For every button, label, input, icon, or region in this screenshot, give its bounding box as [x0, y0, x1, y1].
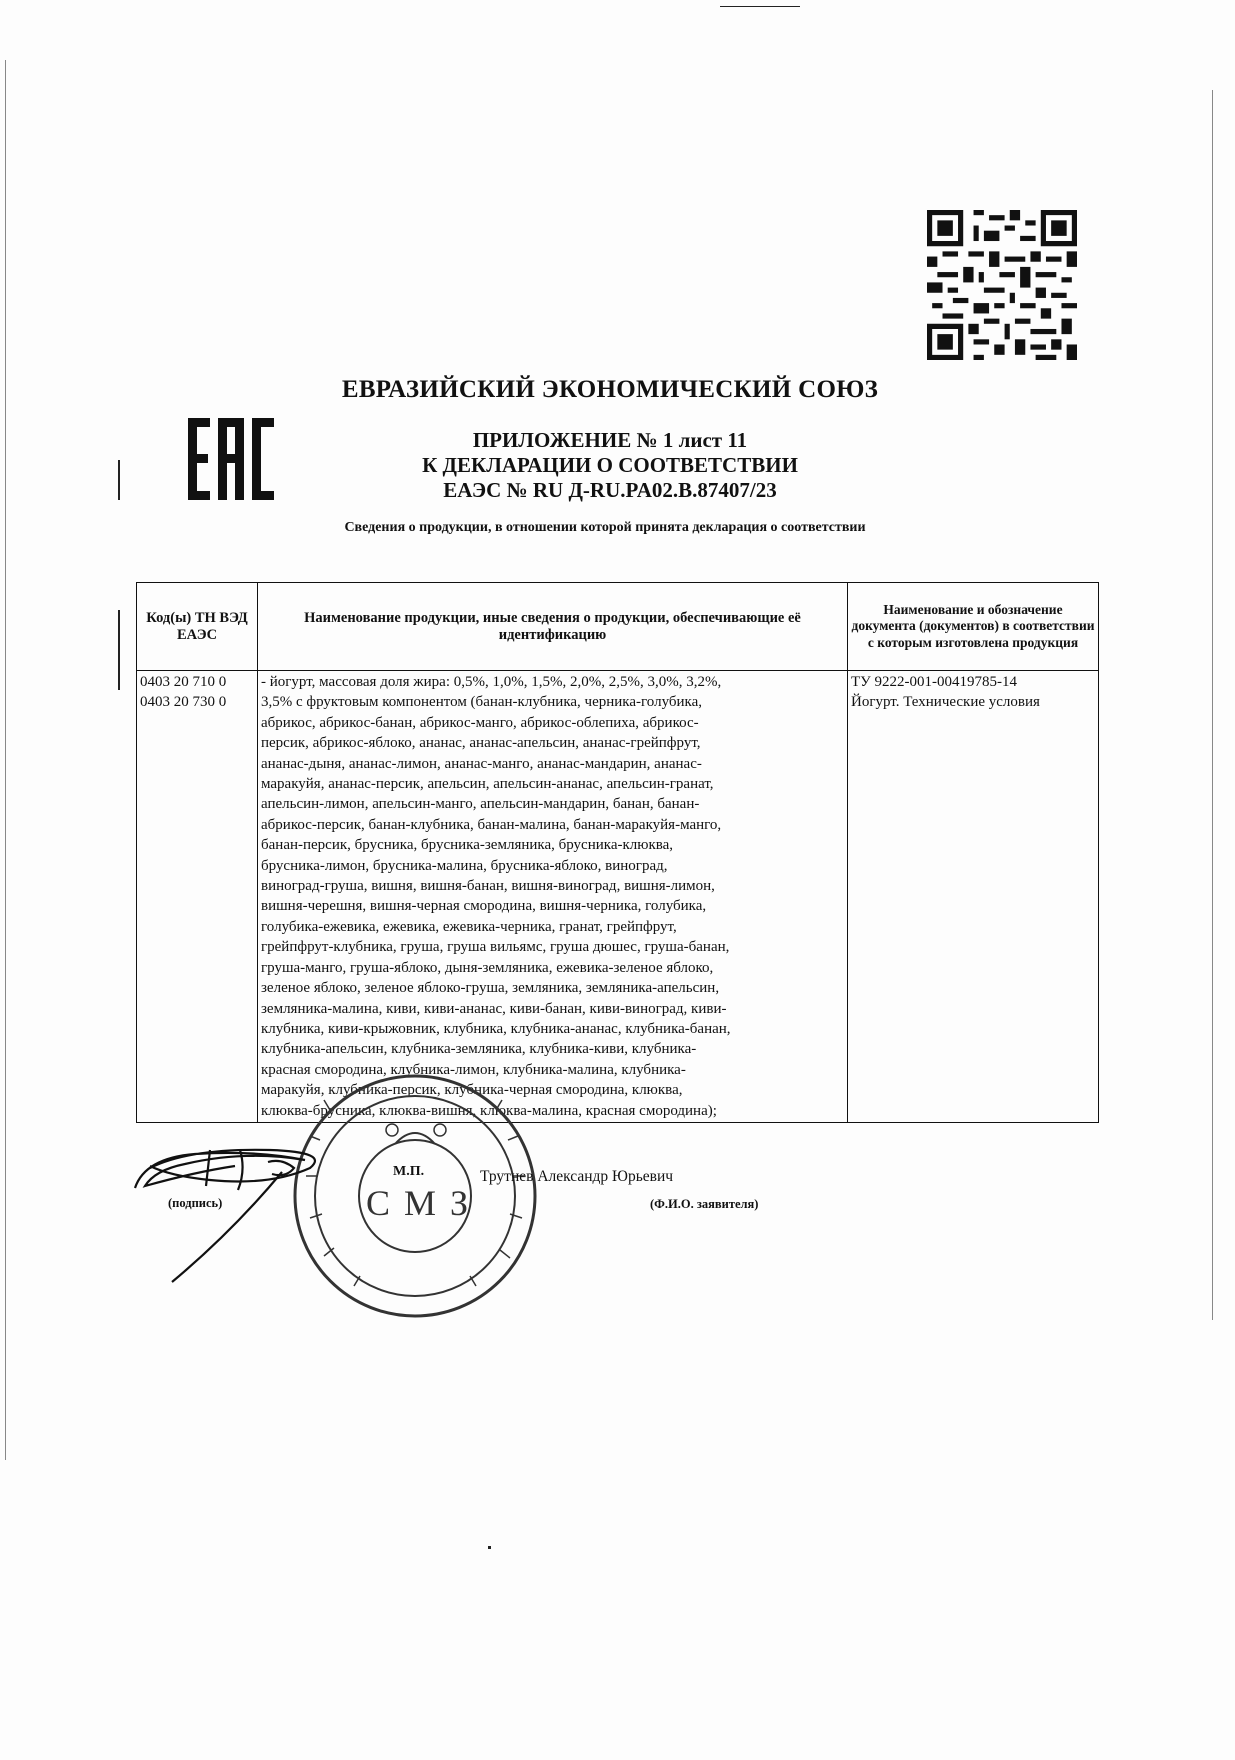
- header-product-name: Наименование продукции, иные сведения о продукции, обеспечивающие её идентификацию: [258, 583, 848, 671]
- stamp-label-smz: СМЗ: [366, 1183, 483, 1223]
- table-header-row: [137, 583, 1099, 671]
- description-line: красная смородина, клубника-лимон, клубника-малина, клубника-: [261, 1061, 686, 1078]
- cell-codes: [137, 671, 258, 1123]
- description-line: клюква-брусника, клюква-вишня, клюква-малина, красная смородина);: [261, 1102, 717, 1119]
- document-line: ТУ 9222-001-00419785-14: [851, 674, 1018, 690]
- description-line: персик, абрикос-яблоко, ананас, ананас-апельсин, ананас-грейпфрут,: [261, 735, 701, 752]
- description-line: маракуйя, ананас-персик, апельсин, апельсин-ананас, апельсин-гранат,: [261, 776, 714, 793]
- stamp-label-mp: М.П.: [393, 1164, 425, 1179]
- header-codes: Код(ы) ТН ВЭД ЕАЭС: [137, 583, 258, 671]
- code-line: 0403 20 710 0: [140, 674, 227, 690]
- description-line: клубника, киви-крыжовник, клубника, клубника-ананас, клубника-банан,: [261, 1020, 731, 1037]
- products-table: [136, 582, 1099, 1123]
- description-line: абрикос-персик, банан-клубника, банан-малина, банан-маракуйя-манго,: [261, 816, 722, 833]
- description-line: клубника-апельсин, клубника-земляника, клубника-киви, клубника-: [261, 1041, 697, 1058]
- description-line: ананас-дыня, ананас-лимон, ананас-манго, ананас-мандарин, ананас-: [261, 755, 702, 772]
- description-line: виноград-груша, вишня, вишня-банан, вишня-виноград, вишня-лимон,: [261, 878, 715, 895]
- scan-artifact-line: [5, 60, 6, 1460]
- scan-artifact-line: [118, 610, 120, 690]
- scan-artifact-line: [720, 6, 800, 7]
- scan-artifact-line: [1212, 90, 1213, 1320]
- description-line: груша-манго, груша-яблоко, дыня-земляника, ежевика-зеленое яблоко,: [261, 959, 714, 976]
- table-row: [137, 671, 1099, 1123]
- description-line: вишня-черешня, вишня-черная смородина, вишня-черника, голубика,: [261, 898, 707, 915]
- signature-label: (подпись): [168, 1196, 223, 1210]
- cell-description: [258, 671, 848, 1123]
- scan-artifact-line: [118, 460, 120, 500]
- description-line: абрикос, абрикос-банан, абрикос-манго, абрикос-облепиха, абрикос-: [261, 714, 699, 731]
- header-document: Наименование и обозначение документа (документов) в соответствии с которым изготовлена продукция: [848, 583, 1099, 671]
- description-line: грейпфрут-клубника, груша, груша вильямс, груша дюшес, груша-банан,: [261, 939, 730, 956]
- qr-code: [927, 210, 1077, 360]
- description-line: - йогурт, массовая доля жира: 0,5%, 1,0%, 1,5%, 2,0%, 2,5%, 3,0%, 3,2%,: [261, 674, 722, 690]
- description-line: маракуйя, клубника-персик, клубника-черная смородина, клюква,: [261, 1082, 683, 1099]
- intro-line: Сведения о продукции, в отношении которой принята декларация о соответствии: [344, 520, 866, 535]
- code-line: 0403 20 730 0: [140, 694, 227, 711]
- description-line: земляника-малина, киви, киви-ананас, киви-банан, киви-виноград, киви-: [261, 1000, 727, 1017]
- description-line: зеленое яблоко, зеленое яблоко-груша, земляника, земляника-апельсин,: [261, 980, 720, 997]
- declaration-number: ЕАЭС № RU Д-RU.PA02.B.87407/23: [443, 478, 777, 502]
- org-title: ЕВРАЗИЙСКИЙ ЭКОНОМИЧЕСКИЙ СОЮЗ: [341, 376, 879, 403]
- description-line: апельсин-лимон, апельсин-манго, апельсин-мандарин, банан, банан-: [261, 796, 700, 813]
- description-line: брусника-лимон, брусника-малина, брусника-яблоко, виноград,: [261, 857, 668, 874]
- appendix-line-2: К ДЕКЛАРАЦИИ О СООТВЕТСТВИИ: [422, 453, 798, 477]
- appendix-line-1: ПРИЛОЖЕНИЕ № 1 лист 11: [472, 428, 748, 452]
- signature: [135, 1150, 315, 1282]
- description-line: банан-персик, брусника, брусника-земляника, брусника-клюква,: [261, 837, 674, 854]
- description-line: 3,5% с фруктовым компонентом (банан-клубника, черника-голубика,: [261, 694, 702, 711]
- description-line: голубика-ежевика, ежевика, ежевика-черника, гранат, грейпфрут,: [261, 918, 677, 935]
- appendix-title-block: [360, 428, 860, 503]
- signer-name: Трутнев Александр Юрьевич: [480, 1168, 674, 1185]
- scan-artifact-dot: [488, 1546, 491, 1549]
- fio-label: (Ф.И.О. заявителя): [650, 1197, 759, 1211]
- cell-document: [848, 671, 1099, 1123]
- document-line: Йогурт. Технические условия: [851, 694, 1040, 711]
- eac-logo: [188, 418, 274, 500]
